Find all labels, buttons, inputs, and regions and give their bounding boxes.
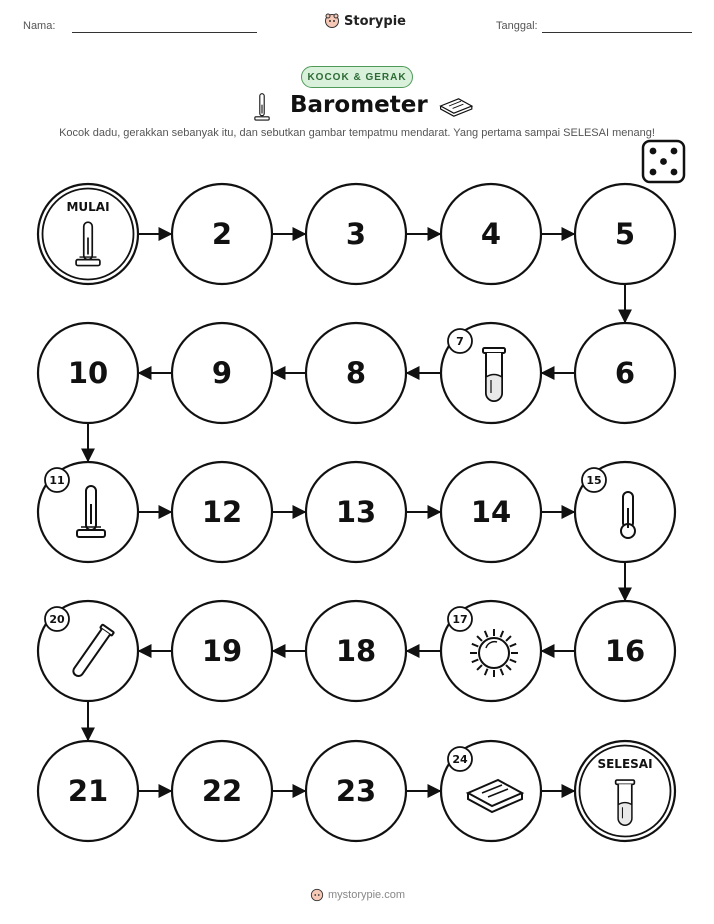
space-number: 19	[201, 634, 243, 668]
space-number: 23	[335, 774, 377, 808]
space-finish	[575, 741, 675, 841]
brand-name: Storypie	[344, 13, 406, 29]
board-space-10	[38, 323, 138, 423]
test-tube-icon	[616, 780, 635, 825]
board-space-12	[172, 462, 272, 562]
board-space-13	[306, 462, 406, 562]
space-number: 14	[470, 495, 512, 529]
space-number: 24	[452, 753, 468, 766]
board-space-6	[575, 323, 675, 423]
space-caption: SELESAI	[597, 757, 653, 771]
board-space-3	[306, 184, 406, 284]
space-number: 20	[49, 613, 65, 626]
plate-icon	[441, 99, 472, 116]
board-space-2	[172, 184, 272, 284]
storypie-mascot-icon	[310, 888, 324, 902]
space-number: 17	[452, 613, 468, 626]
board-space-4	[441, 184, 541, 284]
space-number: 13	[335, 495, 377, 529]
thermometer-icon	[621, 492, 635, 538]
space-number: 4	[480, 217, 502, 251]
space-number: 6	[614, 356, 636, 390]
board-space-21	[38, 741, 138, 841]
footer	[310, 888, 405, 902]
space-number: 11	[49, 474, 65, 487]
thermometer-stand-icon	[255, 94, 269, 120]
page-title: Barometer	[290, 92, 428, 118]
date-label: Tanggal:	[496, 20, 538, 32]
board-space-15	[575, 462, 675, 562]
dice-icon	[643, 141, 684, 182]
board-space-7	[441, 323, 541, 423]
space-number: 2	[211, 217, 233, 251]
board-space-17	[441, 601, 541, 701]
space-caption: MULAI	[66, 200, 110, 214]
space-number: 16	[604, 634, 646, 668]
board-space-19	[172, 601, 272, 701]
space-number: 18	[335, 634, 377, 668]
space-number: 15	[586, 474, 602, 487]
space-number: 21	[67, 774, 109, 808]
space-number: 8	[345, 356, 367, 390]
space-number: 3	[345, 217, 367, 251]
name-label: Nama:	[23, 20, 56, 32]
board-space-9	[172, 323, 272, 423]
board-space-20	[38, 601, 138, 701]
board-space-14	[441, 462, 541, 562]
board-space-22	[172, 741, 272, 841]
board-spaces	[38, 184, 675, 841]
space-number: 5	[614, 217, 636, 251]
space-number: 10	[67, 356, 109, 390]
space-number: 9	[211, 356, 233, 390]
board-space-18	[306, 601, 406, 701]
board-space-5	[575, 184, 675, 284]
board-space-23	[306, 741, 406, 841]
space-number: 12	[201, 495, 243, 529]
footer-url: mystorypie.com	[328, 889, 406, 901]
space-number: 7	[456, 335, 464, 348]
category-badge: KOCOK & GERAK	[301, 66, 413, 88]
board-space-11	[38, 462, 138, 562]
board-space-16	[575, 601, 675, 701]
space-number: 22	[201, 774, 243, 808]
instructions: Kocok dadu, gerakkan sebanyak itu, dan sebutkan gambar tempatmu mendarat. Yang pertama sampai SELESAI menang!	[59, 127, 655, 139]
board-space-8	[306, 323, 406, 423]
board-space-24	[441, 741, 541, 841]
test-tube-icon	[483, 348, 505, 401]
space-start	[38, 184, 138, 284]
